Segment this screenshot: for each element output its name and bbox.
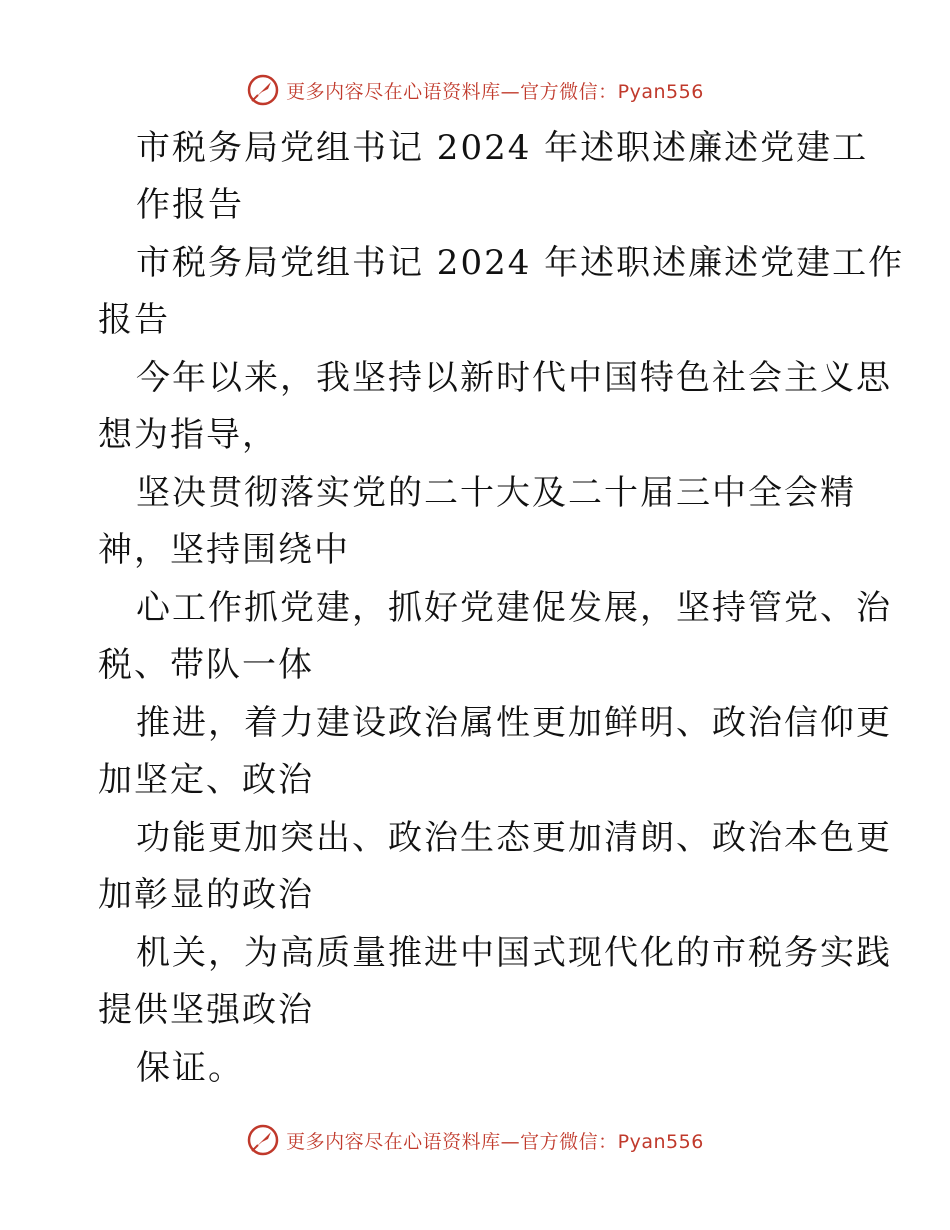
doc-title-line: 市税务局党组书记 2024 年述职述廉述党建工	[136, 128, 869, 168]
doc-paragraph-line: 机关，为高质量推进中国式现代化的市税务实践	[136, 933, 892, 973]
doc-paragraph-line: 加坚定、政治	[98, 760, 314, 800]
quill-logo-icon	[246, 1123, 280, 1157]
doc-paragraph-line: 报告	[98, 300, 170, 340]
doc-paragraph-line: 加彰显的政治	[98, 875, 314, 915]
doc-paragraph-line: 市税务局党组书记 2024 年述职述廉述党建工作	[136, 243, 905, 283]
footer-banner-text: 更多内容尽在心语资料库—官方微信：Pyan556	[286, 1130, 704, 1153]
header-wechat-id: Pyan556	[617, 80, 704, 103]
doc-title-line: 作报告	[136, 185, 244, 225]
doc-paragraph-line: 税、带队一体	[98, 645, 314, 685]
footer-wechat-id: Pyan556	[617, 1130, 704, 1153]
doc-paragraph-line: 保证。	[136, 1048, 244, 1088]
doc-paragraph-line: 心工作抓党建，抓好党建促发展，坚持管党、治	[136, 588, 892, 628]
doc-paragraph-line: 想为指导，	[98, 415, 278, 455]
quill-logo-icon	[246, 73, 280, 107]
doc-paragraph-line: 神，坚持围绕中	[98, 530, 350, 570]
doc-paragraph-line: 功能更加突出、政治生态更加清朗、政治本色更	[136, 818, 892, 858]
doc-paragraph-line: 提供坚强政治	[98, 990, 314, 1030]
footer-banner	[0, 1120, 950, 1160]
doc-paragraph-line: 推进，着力建设政治属性更加鲜明、政治信仰更	[136, 703, 892, 743]
doc-paragraph-line: 今年以来，我坚持以新时代中国特色社会主义思	[136, 358, 892, 398]
doc-paragraph-line: 坚决贯彻落实党的二十大及二十届三中全会精	[136, 473, 856, 513]
header-banner-text: 更多内容尽在心语资料库—官方微信：Pyan556	[286, 80, 704, 103]
header-banner	[0, 70, 950, 110]
